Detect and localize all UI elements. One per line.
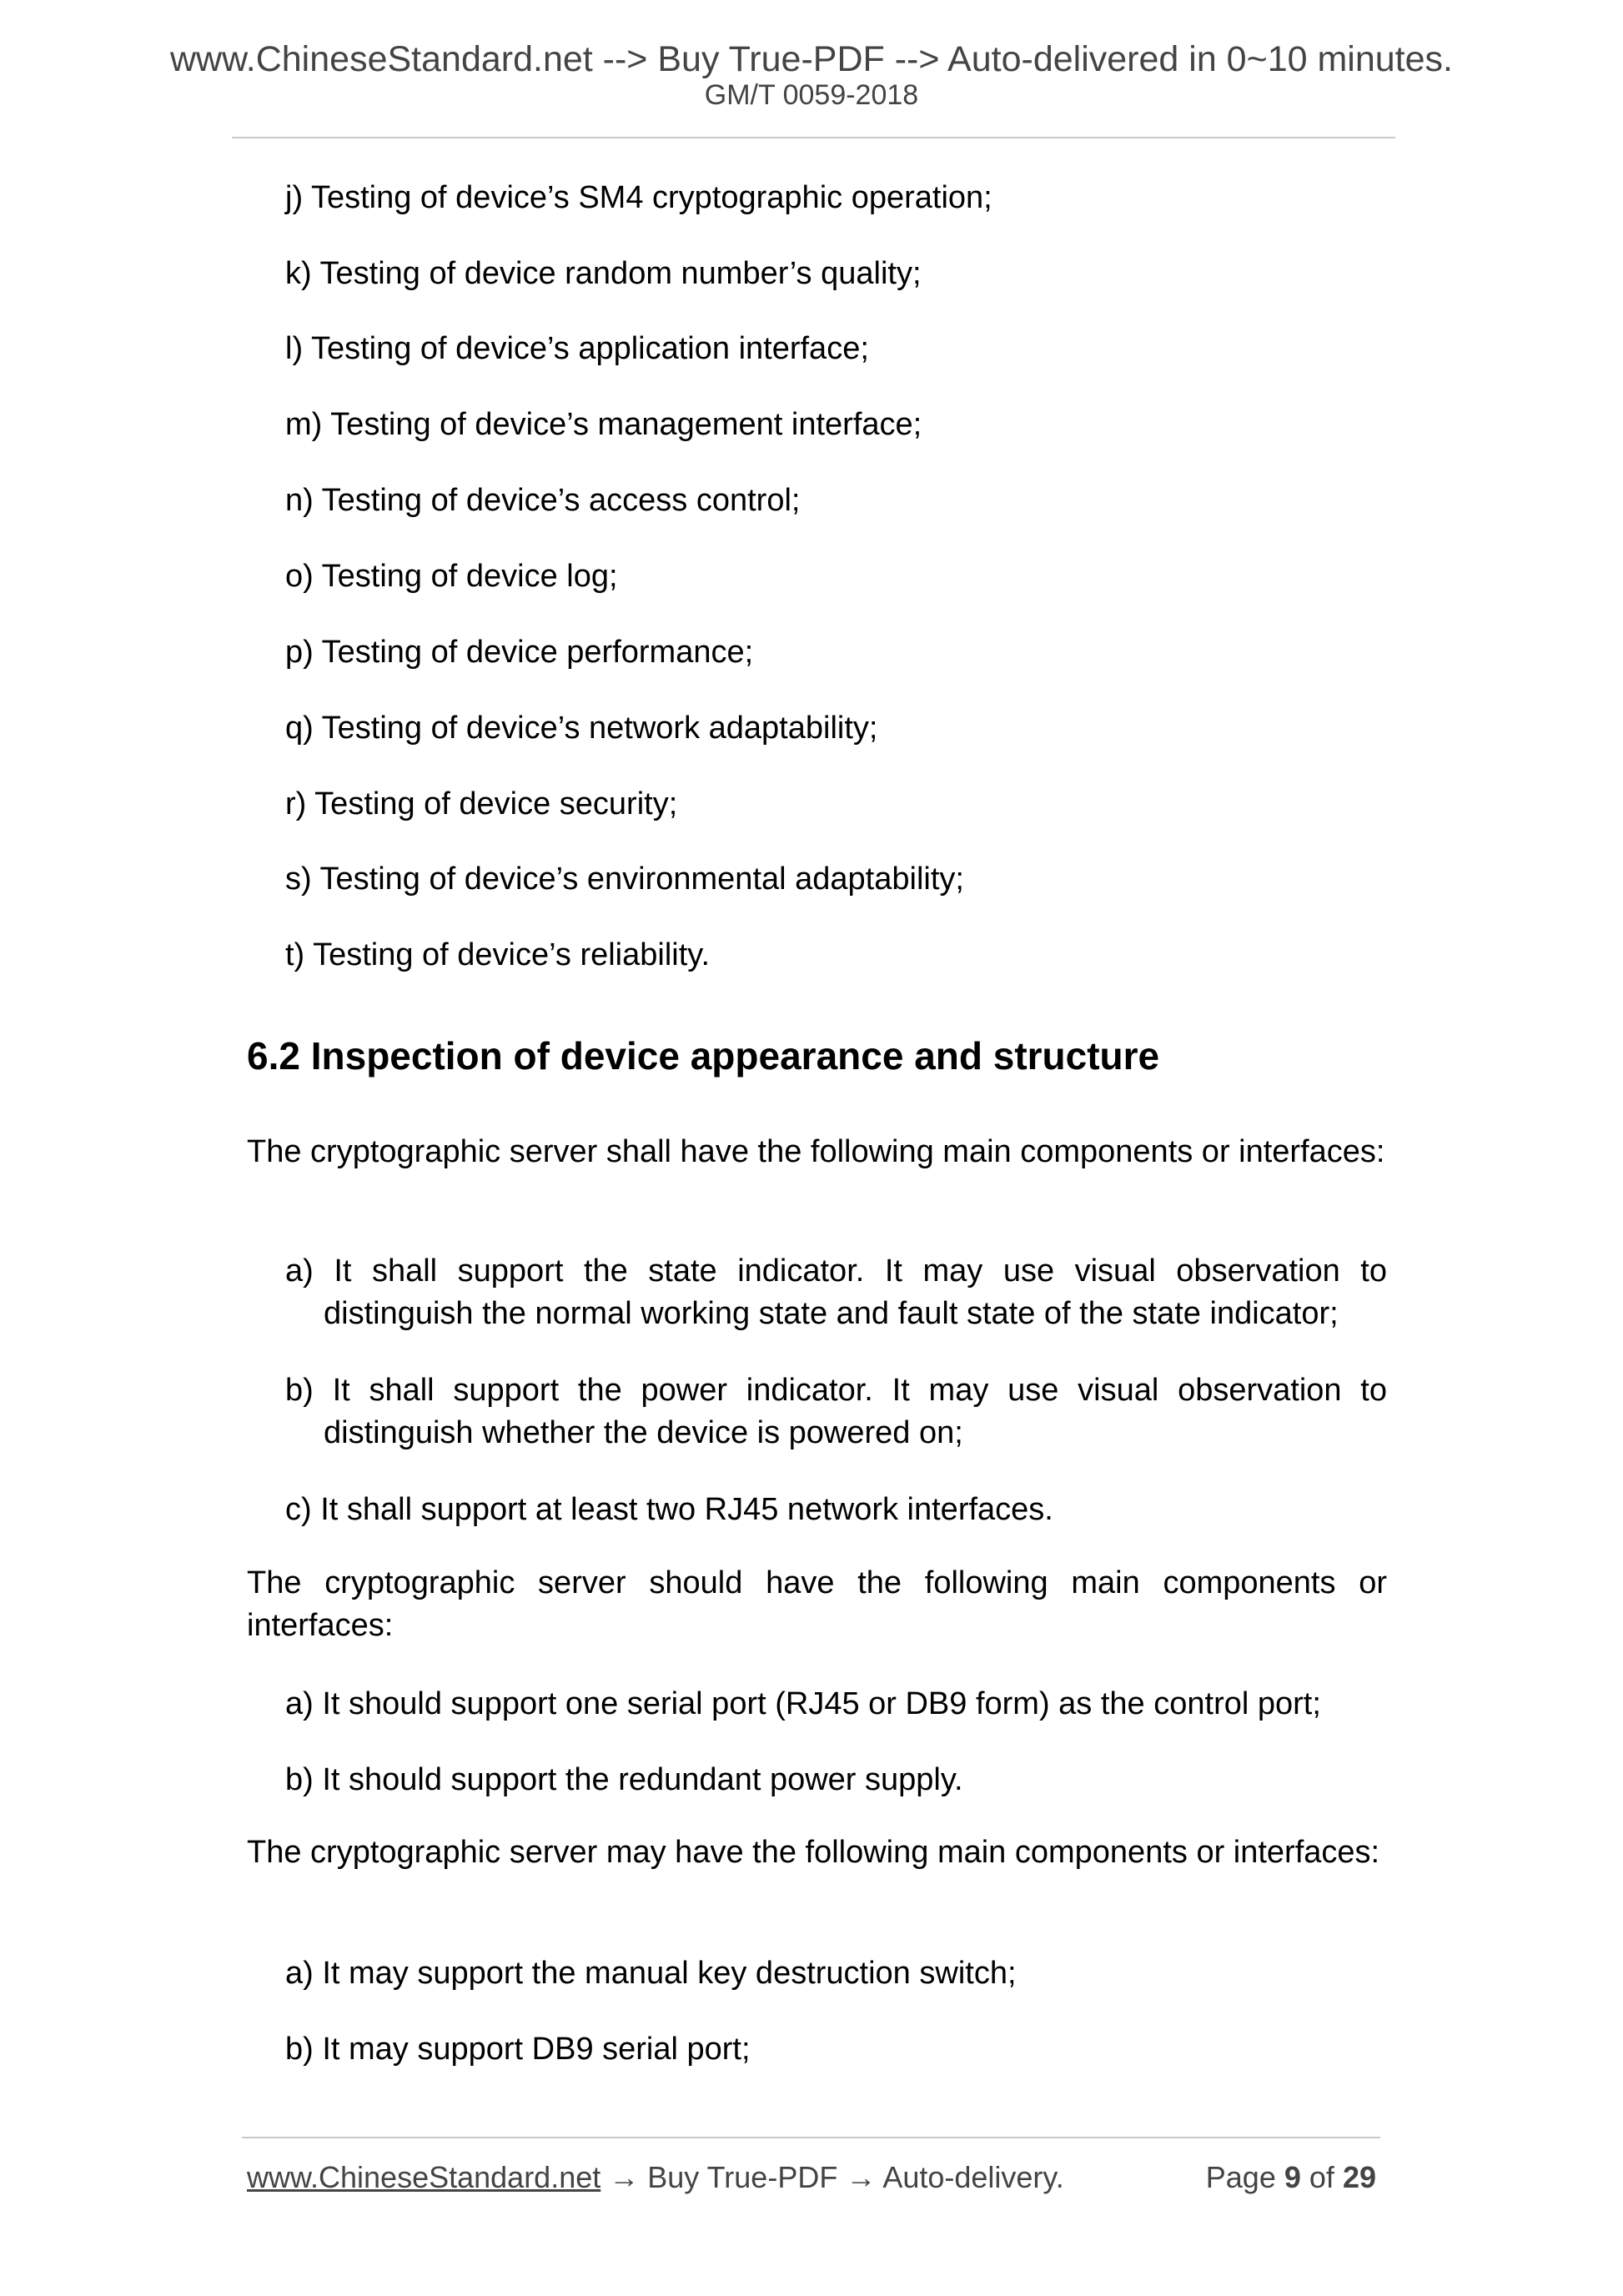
shall-item-a: a) It shall support the state indicator. It may use visual observation to distinguish the normal working state and fault state of the state indicator; xyxy=(285,1254,1387,1331)
list-item: r) Testing of device security; xyxy=(285,786,678,821)
header-banner: www.ChineseStandard.net --> Buy True-PDF --> Auto-delivered in 0~10 minutes. xyxy=(169,39,1453,79)
shall-intro-paragraph: The cryptographic server shall have the following main components or interfaces: xyxy=(247,1134,1385,1169)
may-item-a: a) It may support the manual key destruction switch; xyxy=(285,1956,1017,1991)
footer-tagline: → Buy True-PDF → Auto-delivery. xyxy=(600,2160,1064,2194)
should-item-a: a) It should support one serial port (RJ45 or DB9 form) as the control port; xyxy=(285,1686,1321,1721)
list-item: n) Testing of device’s access control; xyxy=(285,483,801,518)
shall-item-b: b) It shall support the power indicator. It may use visual observation to distinguish whether the device is powered on; xyxy=(285,1373,1387,1450)
list-item: o) Testing of device log; xyxy=(285,559,618,594)
shall-item-c: c) It shall support at least two RJ45 network interfaces. xyxy=(285,1492,1053,1527)
footer-site-link[interactable]: www.ChineseStandard.net xyxy=(247,2160,601,2194)
list-item: l) Testing of device’s application interface; xyxy=(285,331,869,366)
may-intro-paragraph: The cryptographic server may have the following main components or interfaces: xyxy=(247,1835,1380,1870)
section-heading: 6.2 Inspection of device appearance and structure xyxy=(247,1034,1160,1078)
total-pages: 29 xyxy=(1342,2160,1376,2194)
header-divider xyxy=(232,137,1395,138)
page-word: Page xyxy=(1205,2160,1276,2194)
list-item: k) Testing of device random number’s quality; xyxy=(285,256,922,291)
list-item: q) Testing of device’s network adaptability; xyxy=(285,711,878,746)
list-item: p) Testing of device performance; xyxy=(285,635,754,670)
list-item: s) Testing of device’s environmental adaptability; xyxy=(285,862,964,897)
footer-left xyxy=(247,2160,1064,2194)
standard-id: GM/T 0059-2018 xyxy=(704,79,919,111)
may-item-b: b) It may support DB9 serial port; xyxy=(285,2032,751,2067)
list-item: j) Testing of device’s SM4 cryptographic operation; xyxy=(285,180,992,215)
list-item: m) Testing of device’s management interface; xyxy=(285,407,922,442)
of-word: of xyxy=(1309,2160,1334,2194)
page-number: 9 xyxy=(1284,2160,1301,2194)
list-item: t) Testing of device’s reliability. xyxy=(285,937,711,972)
should-intro-paragraph: The cryptographic server should have the following main components or interfaces: xyxy=(247,1565,1387,1643)
should-item-b: b) It should support the redundant power supply. xyxy=(285,1762,963,1797)
page-indicator xyxy=(1205,2160,1376,2194)
footer-divider xyxy=(242,2137,1380,2138)
